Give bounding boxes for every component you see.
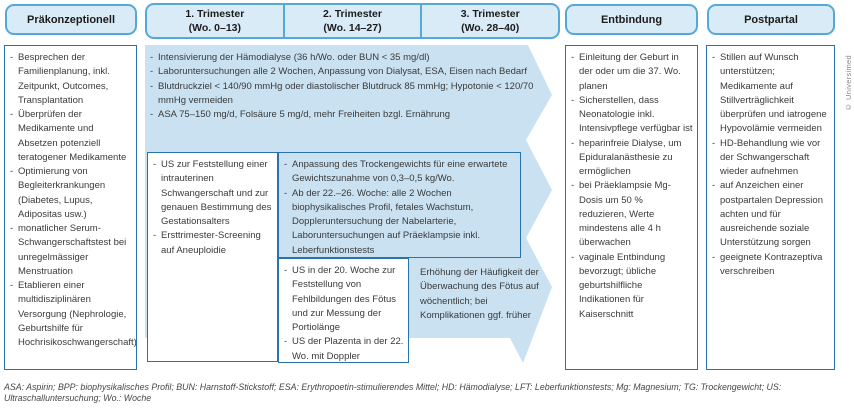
postpartum-box <box>706 45 835 370</box>
list-item-text: Anpassung des Trockengewichts für eine erwartete Gewichtszunahme von 0,3–0,5 kg/Wo. <box>292 159 508 185</box>
list-item <box>284 264 404 335</box>
list-item-text: US der Plazenta in der 22. Wo. mit Doppler <box>292 336 404 362</box>
bullet-dash: - <box>10 166 14 177</box>
bullet-dash: - <box>571 137 575 149</box>
list-item <box>153 158 273 229</box>
trimester1-list <box>153 158 273 258</box>
list-item <box>10 108 132 165</box>
header-trimester-2 <box>283 5 421 37</box>
preconception-list <box>10 51 137 350</box>
bullet-dash: - <box>284 336 288 348</box>
copyright-credit: © Universimed <box>844 55 853 112</box>
list-item-text: ASA 75–150 mg/d, Folsäure 5 mg/d, mehr Freiheiten bzgl. Ernährung <box>158 109 451 120</box>
list-item-text: bei Präeklampsie Mg-Dosis um 50 % reduzieren, Werte mindestens alle 4 h überwachen <box>579 180 671 249</box>
bullet-dash: - <box>153 230 157 242</box>
list-item <box>153 229 273 258</box>
list-item-text: Blutdruckziel < 140/90 mmHg oder diastolischer Blutdruck 85 mmHg; Hypotonie < 120/70 mmHg vermeiden <box>158 80 534 106</box>
bullet-dash: - <box>712 180 716 192</box>
list-item-text: Sicherstellen, dass Neonatologie inkl. Intensivpflege verfügbar ist <box>579 94 693 135</box>
bullet-dash: - <box>10 280 14 291</box>
list-item-text: Etablieren einer multidisziplinären Versorgung (Nephrologie, Geburtshilfe für Hochrisikoschwangerschaft) <box>18 280 137 348</box>
delivery-list <box>571 51 693 322</box>
bullet-dash: - <box>150 52 154 63</box>
bullet-dash: - <box>571 94 575 106</box>
list-item <box>712 179 830 250</box>
trimester-1-weeks: (Wo. 0–13) <box>188 22 241 34</box>
list-item <box>150 65 546 79</box>
abbreviations-footer: ASA: Aspirin; BPP: biophysikalisches Profil; BUN: Harnstoff-Stickstoff; ESA: Erythropoetin-stimulierendes Mittel; HD: Hämodialyse; LFT: Leberfunktionstests; Mg: Magnesium; TG: Trockengewicht; US: Ultraschalluntersuchung; Wo.: Woche <box>4 382 782 404</box>
bullet-dash: - <box>571 180 575 192</box>
list-item <box>571 51 693 94</box>
list-item-text: US in der 20. Woche zur Feststellung von Fehlbildungen des Fötus und zur Messung der Portiolänge <box>292 265 397 333</box>
bullet-dash: - <box>10 223 14 234</box>
header-delivery-label: Entbindung <box>600 13 663 26</box>
bullet-dash: - <box>712 251 716 263</box>
list-item <box>150 108 546 122</box>
list-item <box>571 94 693 137</box>
list-item <box>284 187 516 258</box>
list-item-text: Intensivierung der Hämodialyse (36 h/Wo. oder BUN < 35 mg/dl) <box>158 52 430 63</box>
bullet-dash: - <box>284 159 288 170</box>
postpartum-list <box>712 51 830 279</box>
list-item <box>284 335 404 364</box>
list-item-text: heparinfreie Dialyse, um Epiduralanästhesie zu ermöglichen <box>579 137 682 177</box>
trimester2-box <box>278 152 521 258</box>
trimester-2-weeks: (Wo. 14–27) <box>323 22 382 34</box>
list-item-text: Laboruntersuchungen alle 2 Wochen, Anpassung von Dialysat, ESA, Eisen nach Bedarf <box>158 66 527 78</box>
trimester-common-list <box>150 51 546 122</box>
bullet-dash: - <box>153 159 157 170</box>
trimester2-list <box>284 158 516 258</box>
list-item <box>571 179 693 250</box>
header-delivery <box>565 4 698 35</box>
list-item-text: Ersttrimester-Screening auf Aneuploidie <box>161 230 261 256</box>
preconception-box <box>4 45 137 370</box>
list-item <box>284 158 516 187</box>
bullet-dash: - <box>150 109 154 120</box>
header-preconception-label: Präkonzeptionell <box>26 13 116 26</box>
list-item-text: HD-Behandlung wie vor der Schwangerschaft wieder aufnehmen <box>720 137 821 177</box>
list-item-text: auf Anzeichen einer postpartalen Depression achten und für ausreichende soziale Unterstützung sorgen <box>720 180 823 249</box>
bullet-dash: - <box>712 52 716 63</box>
bullet-dash: - <box>10 52 14 63</box>
trimester3-note: Erhöhung der Häufigkeit der Überwachung des Fötus auf wöchentlich; bei Komplikationen ggf. früher <box>420 267 539 321</box>
list-item-text: US zur Feststellung einer intrauterinen Schwangerschaft und zur genauen Bestimmung des Gestationsalters <box>161 159 272 227</box>
list-item-text: geeignete Kontrazeptiva verschreiben <box>720 251 823 277</box>
bullet-dash: - <box>712 137 716 149</box>
list-item-text: Ab der 22.–26. Woche: alle 2 Wochen biophysikalisches Profil, fetales Wachstum, Doppleruntersuchung der Nabelarterie, Laboruntersuchungen auf Präeklampsie inkl. Leberfunktionstests <box>292 187 481 256</box>
header-trimester-3 <box>420 5 558 37</box>
list-item <box>10 222 132 279</box>
list-item-text: Überprüfen der Medikamente und Absetzen potenziell teratogener Medikamente <box>18 109 127 163</box>
list-item-text: Einleitung der Geburt in der oder um die 37. Wo. planen <box>579 52 681 92</box>
list-item <box>10 165 132 222</box>
list-item-text: Optimierung von Begleiterkrankungen (Diabetes, Lupus, Adipositas usw.) <box>18 166 106 220</box>
list-item-text: vaginale Entbindung bevorzugt; übliche geburtshilfliche Indikationen für Kaiserschnitt <box>579 251 666 320</box>
list-item <box>150 80 546 109</box>
header-trimesters <box>145 3 560 39</box>
bullet-dash: - <box>571 52 575 63</box>
list-item <box>712 137 830 180</box>
list-item <box>10 279 137 350</box>
list-item <box>571 251 693 322</box>
trimester2-ultrasound-box <box>278 258 409 363</box>
header-trimester-1 <box>147 5 283 37</box>
list-item <box>712 251 830 280</box>
delivery-box <box>565 45 698 370</box>
trimester-1-title: 1. Trimester <box>185 7 245 20</box>
list-item-text: monatlicher Serum-Schwangerschaftstest bei unregelmässiger Menstruation <box>18 223 127 277</box>
header-postpartum <box>707 4 835 35</box>
bullet-dash: - <box>284 187 288 199</box>
list-item <box>712 51 830 137</box>
trimester2-ultrasound-list <box>284 264 404 364</box>
list-item-text: Besprechen der Familienplanung, inkl. Zeitpunkt, Outcomes, Transplantation <box>18 52 110 106</box>
list-item <box>571 137 693 180</box>
trimester-3-weeks: (Wo. 28–40) <box>461 22 520 34</box>
trimester-2-title: 2. Trimester <box>323 7 382 20</box>
list-item <box>150 51 546 65</box>
bullet-dash: - <box>150 66 154 78</box>
list-item-text: Stillen auf Wunsch unterstützen; Medikamente auf Stillverträglichkeit überprüfen und iatrogene Hypovolämie vermeiden <box>720 52 827 135</box>
bullet-dash: - <box>571 251 575 263</box>
bullet-dash: - <box>284 265 288 276</box>
list-item <box>10 51 132 108</box>
header-preconception <box>5 4 137 35</box>
header-postpartum-label: Postpartal <box>744 13 798 26</box>
trimester-3-title: 3. Trimester <box>460 7 520 20</box>
trimester1-box <box>147 152 278 362</box>
bullet-dash: - <box>150 80 154 92</box>
bullet-dash: - <box>10 109 14 120</box>
